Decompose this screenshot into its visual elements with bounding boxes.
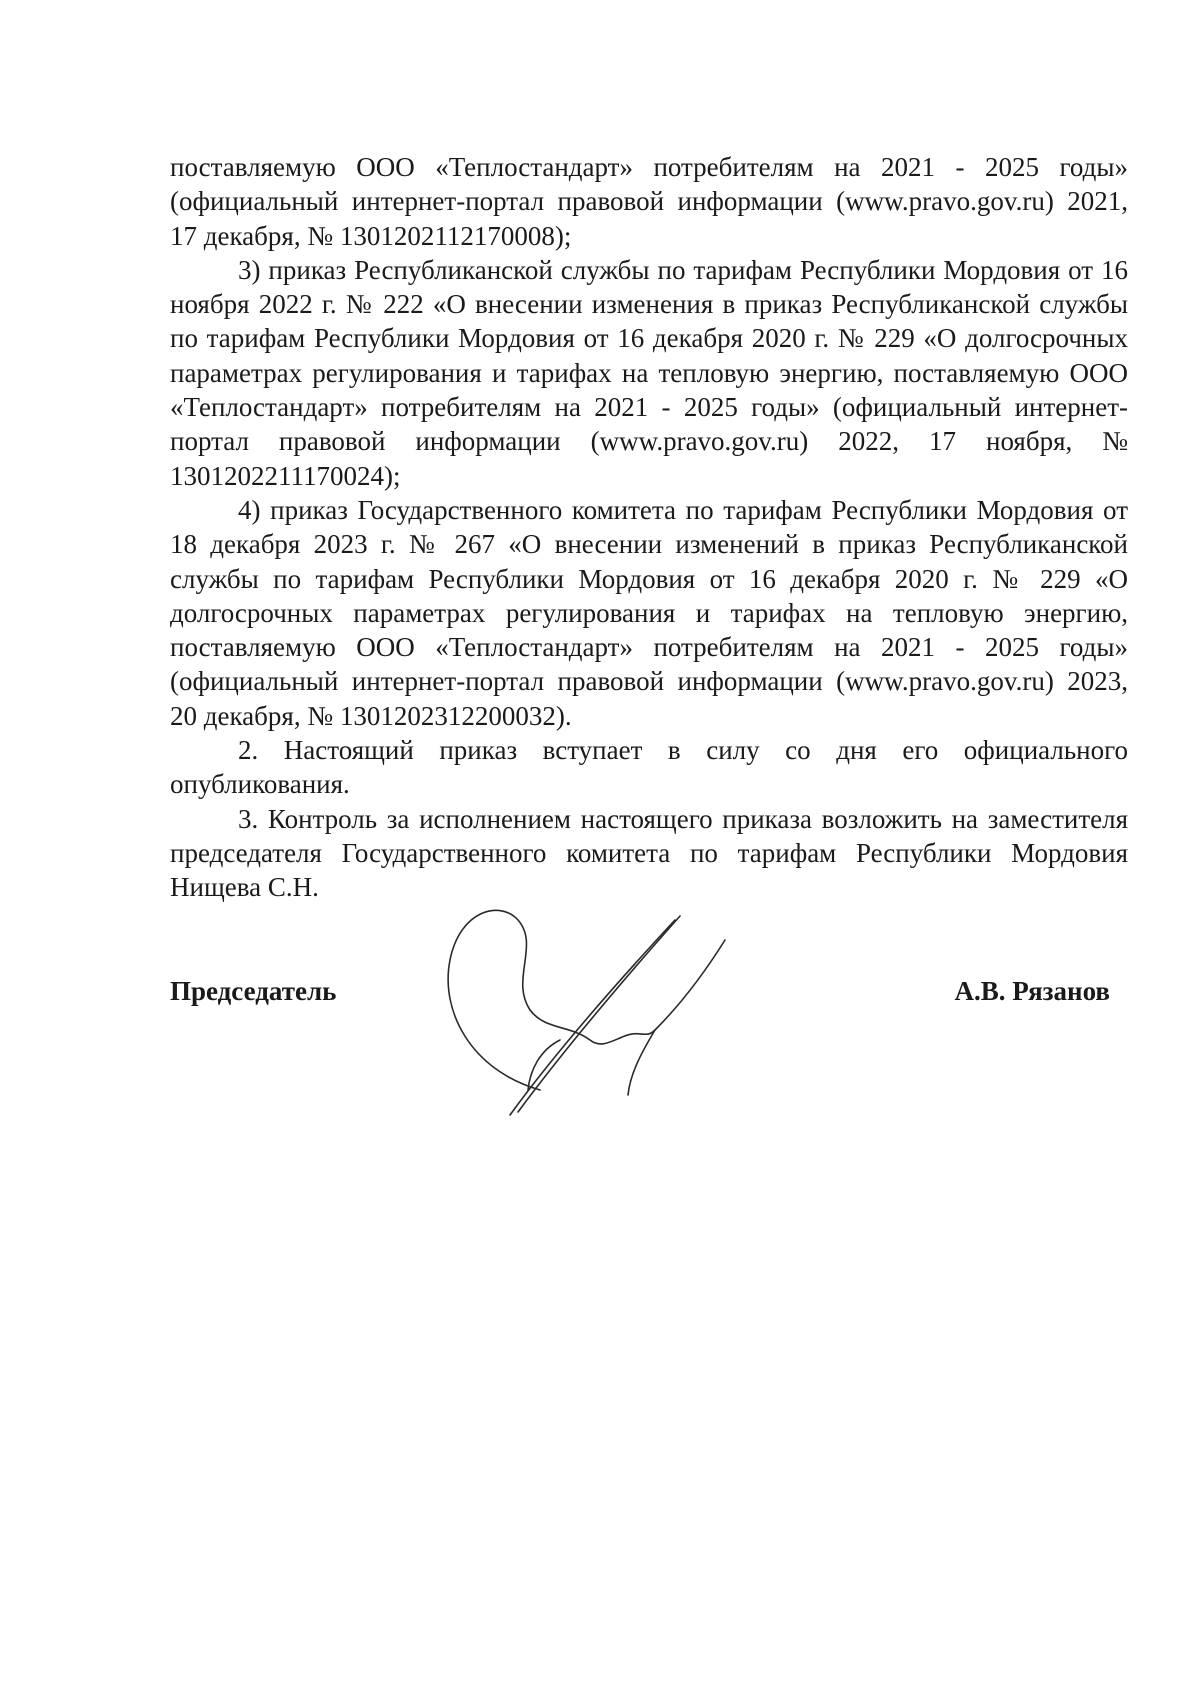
- paragraph-item-4: 4) приказ Государственного комитета по тарифам Республики Мордовия от 18 декабря 2023 г. № 267 «О внесении изменений в приказ Республиканской службы по тарифам Республики Мордовия от 16 декабря 2020 г. № 229 «О долгосрочных параметрах регулирования и тарифах на тепловую энергию, поставляемую ООО «Теплостандарт» потребителям на 2021 - 2025 годы» (официальный интернет-портал правовой информации (www.pravo.gov.ru) 2023, 20 декабря, № 1301202312200032).: [170, 494, 1128, 731]
- document-body: [170, 150, 1128, 905]
- paragraph-continuation: поставляемую ООО «Теплостандарт» потребителям на 2021 - 2025 годы» (официальный интернет-портал правовой информации (www.pravo.gov.ru) 2021, 17 декабря, № 1301202112170008);: [170, 152, 1128, 251]
- handwritten-signature: [440, 890, 780, 1130]
- signatory-title: Председатель: [170, 976, 337, 1006]
- paragraph-clause-2: 2. Настоящий приказ вступает в силу со дня его официального опубликования.: [170, 735, 1128, 800]
- signature-block: [0, 960, 1200, 1120]
- paragraph-item-3: 3) приказ Республиканской службы по тарифам Республики Мордовия от 16 ноября 2022 г. № 222 «О внесении изменения в приказ Республиканской службы по тарифам Республики Мордовия от 16 декабря 2020 г. № 229 «О долгосрочных параметрах регулирования и тарифах на тепловую энергию, поставляемую ООО «Теплостандарт» потребителям на 2021 - 2025 годы» (официальный интернет-портал правовой информации (www.pravo.gov.ru) 2022, 17 ноября, № 1301202211170024);: [170, 254, 1128, 491]
- signatory-name: А.В. Рязанов: [954, 976, 1110, 1006]
- paragraph-clause-3: 3. Контроль за исполнением настоящего приказа возложить на заместителя председателя Государственного комитета по тарифам Республики Мордовия Нищева С.Н.: [170, 803, 1128, 903]
